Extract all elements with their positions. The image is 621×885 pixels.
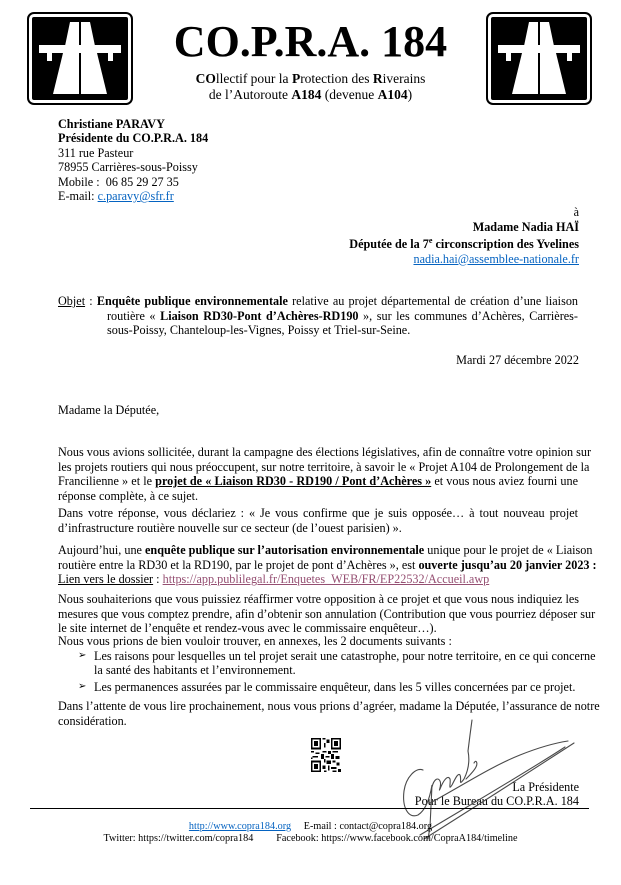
sender-block <box>58 117 208 203</box>
paragraph-line: Dans votre réponse, vous déclariez : « Je vous confirme que je suis opposée… à tout nouveau projet <box>58 506 578 520</box>
dossier-link-label: Lien vers le dossier <box>58 572 154 587</box>
subtitle-fragment: iverains <box>382 71 426 86</box>
project-reference: projet de « Liaison RD30 - RD190 / Pont d’Achères » <box>155 474 432 489</box>
list-item-line: la santé des habitants et l’environnement. <box>94 663 296 678</box>
text-fragment: Aujourd’hui, une <box>58 543 145 557</box>
sender-email-row <box>58 189 208 203</box>
paragraph-line: réponse complète, à ce sujet. <box>58 488 199 503</box>
object-line-1 <box>58 294 578 309</box>
subtitle-fragment: (devenue <box>321 87 378 102</box>
paragraph-line: mesures que vous comptez prendre, afin d’obtenir son annulation (Contribution que vous pourriez déposer sur <box>58 606 596 621</box>
paragraph-line: le site internet de l’enquête et rendez-vous avec le commissaire enquêteur…). <box>58 621 437 636</box>
subtitle-line-1 <box>0 71 621 87</box>
letter-date: Mardi 27 décembre 2022 <box>456 353 579 367</box>
paragraph-line: d’infrastructure routière nouvelle sur ce secteur (de l’ouest parisien) ». <box>58 520 402 535</box>
signature-organization: Pour le Bureau du CO.P.R.A. 184 <box>414 794 579 808</box>
subtitle-fragment: ) <box>407 87 413 102</box>
object-text: routière « <box>107 308 161 323</box>
dossier-link[interactable]: https://app.publilegal.fr/Enquetes_WEB/FR/EP22532/Accueil.awp <box>162 572 490 587</box>
signature-title: La Présidente <box>512 780 579 794</box>
object-line-3: sous-Poissy, Chanteloup-les-Vignes, Poissy et Triel-sur-Seine. <box>107 323 411 338</box>
recipient-prefix: à <box>573 205 579 219</box>
footer-line-2 <box>0 833 621 846</box>
subtitle-fragment: de l’Autoroute <box>208 87 292 102</box>
paragraph-1 <box>58 445 592 503</box>
twitter-label: Twitter: <box>103 833 136 844</box>
list-item-line: Les raisons pour lesquelles un tel projet serait une catastrophe, pour notre territoire, en ce qui concerne <box>94 648 596 663</box>
sender-city: 78955 Carrières-sous-Poissy <box>58 160 198 175</box>
paragraph-4 <box>58 592 596 636</box>
text-fragment: routière entre la RD30 et la RD190, par le projet de pont d’Achères », est <box>58 557 419 572</box>
paragraph-line <box>58 557 597 573</box>
object-title: Enquête publique environnementale <box>96 294 288 308</box>
paragraph-2 <box>58 506 578 535</box>
paragraph-line: Nous vous prions de bien vouloir trouver, en annexes, les 2 documents suivants : <box>58 634 452 648</box>
arrow-bullet-icon: ➢ <box>78 680 87 692</box>
paragraph-3 <box>58 543 597 587</box>
subtitle-fragment: A184 <box>291 87 322 102</box>
recipient-name: Madame Nadia HAÏ <box>472 219 579 234</box>
recipient-title-sup: e <box>428 236 433 245</box>
subtitle-fragment: P <box>291 71 301 86</box>
deadline-text: ouverte jusqu’au 20 janvier 2023 : <box>418 557 597 572</box>
list-item <box>58 648 596 678</box>
website-link[interactable]: http://www.copra184.org <box>188 821 292 832</box>
sender-role: Présidente du CO.P.R.A. 184 <box>58 131 209 146</box>
sender-street: 311 rue Pasteur <box>58 145 134 160</box>
object-label: Objet <box>58 294 86 308</box>
subtitle-fragment: CO <box>195 71 216 86</box>
mobile-number: 06 85 29 27 35 <box>105 174 179 189</box>
list-item <box>58 680 578 695</box>
subtitle-fragment: R <box>372 71 383 86</box>
object-line-2 <box>107 309 578 324</box>
subtitle-line-2 <box>0 87 621 103</box>
twitter-url: https://twitter.com/copra184 <box>138 833 254 844</box>
paragraph-line: Dans l’attente de vous lire prochainement, nous vous prions d’agréer, madame la Députée, l’assurance de notre <box>58 699 600 713</box>
recipient-title-text: circonscription des Yvelines <box>432 237 579 252</box>
footer-line-1 <box>0 821 621 834</box>
mobile-label: Mobile : <box>58 174 100 189</box>
object-project-name: Liaison RD30-Pont d’Achères-RD190 <box>160 308 359 323</box>
organization-title: CO.P.R.A. 184 <box>173 17 448 66</box>
subtitle-fragment: A104 <box>377 87 408 102</box>
recipient-email-link[interactable]: nadia.hai@assemblee-nationale.fr <box>413 251 579 266</box>
footer-email: contact@copra184.org <box>339 821 433 832</box>
recipient-block <box>349 205 579 266</box>
subtitle-fragment: rotection des <box>300 71 373 86</box>
email-label: E-mail: <box>58 189 95 204</box>
organization-subtitle <box>0 71 621 103</box>
recipient-title-text: Députée de la 7 <box>349 237 429 252</box>
qr-code-icon <box>311 738 341 772</box>
object-text: relative au projet départemental de création d’une liaison <box>287 294 579 308</box>
sender-name: Christiane PARAVY <box>58 117 165 131</box>
text-fragment: unique pour le projet de « Liaison <box>424 543 593 557</box>
paragraph-line <box>58 572 578 587</box>
text-fragment: Francilienne » et le <box>58 474 156 489</box>
object-sep: : <box>85 294 97 308</box>
object-text: », sur les communes d’Achères, Carrières- <box>358 308 578 323</box>
sender-email-link[interactable]: c.paravy@sfr.fr <box>97 189 174 204</box>
subtitle-fragment: llectif pour la <box>215 71 292 86</box>
footer-email-label: E-mail : <box>303 821 337 832</box>
paragraph-line <box>58 543 593 558</box>
object-block <box>58 294 578 338</box>
sender-mobile <box>58 175 208 189</box>
paragraph-5 <box>58 634 596 694</box>
paragraph-line: Nous vous avions sollicitée, durant la campagne des élections législatives, afin de connaître votre opinion sur <box>58 445 592 459</box>
paragraph-line: les projets routiers qui nous préoccupent, sur notre territoire, à savoir le « Projet A104 de Prolongement de la <box>58 459 590 474</box>
salutation: Madame la Députée, <box>58 403 160 417</box>
arrow-bullet-icon: ➢ <box>78 649 87 661</box>
facebook-url: https://www.facebook.com/CopraA184/timeline <box>321 833 518 844</box>
text-fragment-bold: enquête publique sur l’autorisation environnementale <box>145 543 425 557</box>
footer-divider <box>30 808 589 809</box>
paragraph-line <box>58 474 578 489</box>
recipient-title <box>349 234 579 252</box>
facebook-label: Facebook: <box>276 833 319 844</box>
text-fragment: et vous nous aviez fourni une <box>431 474 578 489</box>
paragraph-line: considération. <box>58 713 127 728</box>
list-item-line: Les permanences assurées par le commissaire enquêteur, dans les 5 villes concernées par ce projet. <box>94 679 576 694</box>
text-fragment: : <box>153 572 163 587</box>
paragraph-line: Nous souhaiterions que vous puissiez réaffirmer votre opposition à ce projet et que vous nous indiquiez les <box>58 592 580 606</box>
